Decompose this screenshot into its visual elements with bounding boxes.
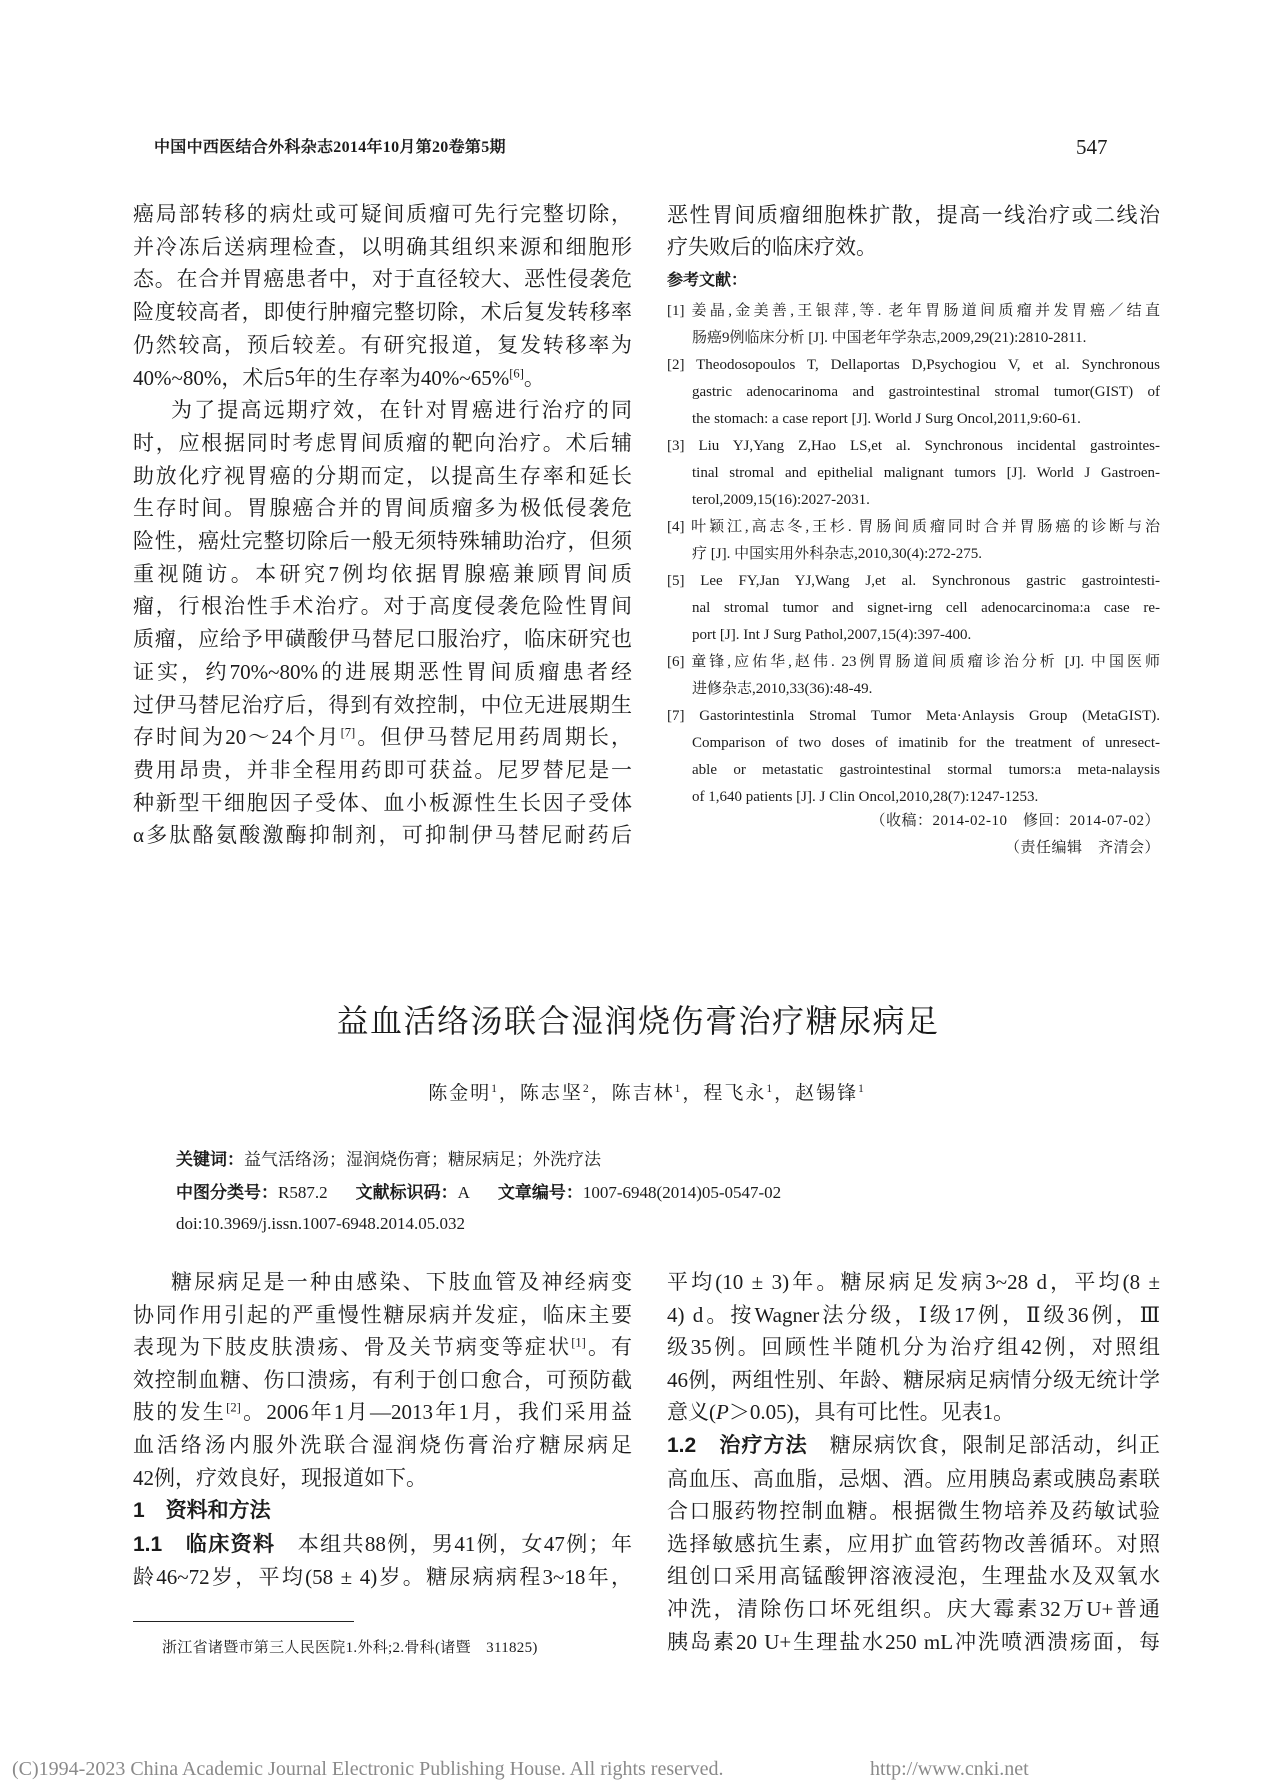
text-line: 种新型干细胞因子受体、血小板源性生长因子受体 [133,790,632,815]
text-line: 组创口采用高锰酸钾溶液浸泡，生理盐水及双氧水 [667,1564,1160,1589]
paragraph [667,1266,1160,1429]
text-line: terol,2009,15(16):2027-2031. [692,491,870,508]
journal-running-header: 中国中西医结合外科杂志2014年10月第20卷第5期 [154,139,506,156]
article-no-value: 1007-6948(2014)05-0547-02 [582,1183,782,1202]
text-line: of 1,640 patients [J]. J Clin Oncol,2010,28(7):1247-1253. [692,788,1039,805]
reference-entry [667,433,1160,514]
keywords-line [176,1148,601,1172]
article-right-column [667,1266,1160,1658]
citation-superscript: [6] [509,365,524,380]
text-line: 选择敏感抗生素，应用扩血管药物改善循环。对照 [667,1531,1160,1556]
reference-entry [667,352,1160,433]
text-line: 意义(P＞0.05)，具有可比性。见表1。 [667,1400,1015,1425]
section-label: 1.2 治疗方法 [667,1433,808,1457]
paragraph [667,1429,1160,1658]
paragraph [133,1528,632,1594]
cnki-url[interactable]: http://www.cnki.net [870,1758,1029,1780]
text-line: gastric adenocarinoma and gastrointestinal stromal tumor(GIST) of [692,383,1160,400]
text-line: 质瘤，应给予甲磺酸伊马替尼口服治疗，临床研究也 [133,627,632,652]
text-line: 1.1 临床资料 本组共88例，男41例，女47例；年 [133,1531,632,1556]
text-line: [6] 童锋,应佑华,赵伟. 23例胃肠道间质瘤诊治分析 [J]. 中国医师 [667,653,1160,670]
text-line: 冲洗，清除伤口坏死组织。庆大霉素32万U+普通 [667,1596,1160,1621]
article-title: 益血活络汤联合湿润烧伤膏治疗糖尿病足 [336,1003,940,1039]
citation-superscript: 1 [491,1083,499,1096]
text-line: 龄46~72岁，平均(58 ± 4)岁。糖尿病病程3~18年， [133,1565,632,1590]
references-list [667,298,1160,811]
text-line: [1] 姜晶,金美善,王银萍,等. 老年胃肠道间质瘤并发胃癌／结直 [667,302,1160,319]
citation-superscript: 2 [582,1083,591,1096]
footnote-divider [133,1621,354,1622]
text-line: 生存时间。胃腺癌合并的胃间质瘤多为极低侵袭危 [133,496,632,521]
text-line: 疗 [J]. 中国实用外科杂志,2010,30(4):272-275. [692,545,982,562]
text-line: 存时间为20～24个月[7]。但伊马替尼用药周期长， [133,725,632,750]
italic-symbol: P [716,1400,729,1425]
text-line: 并冷冻后送病理检查，以明确其组织来源和细胞形 [133,234,632,259]
text-line: 态。在合并胃癌患者中，对于直径较大、恶性侵袭危 [133,267,632,292]
section-label: 1 资料和方法 [133,1499,271,1523]
text-line: able or metastatic gastrointestinal stormal tumors:a meta-nalaysis [692,761,1160,778]
text-line: 肠癌9例临床分析 [J]. 中国老年学杂志,2009,29(21):2810-2811. [692,329,1087,346]
classification-line [176,1181,781,1205]
paragraph [133,394,632,852]
text-line: 胰岛素20 U+生理盐水250 mL冲洗喷洒溃疡面，每 [667,1629,1160,1654]
text-line: 平均(10 ± 3)年。糖尿病足发病3~28 d，平均(8 ± [667,1270,1160,1294]
text-line: port [J]. Int J Surg Pathol,2007,15(4):397-400. [692,626,972,643]
text-line: 费用昂贵，并非全程用药即可获益。尼罗替尼是一 [133,757,632,782]
text-line: 重视随访。本研究7例均依据胃腺癌兼顾胃间质 [133,561,632,586]
text-line: tinal stromal and epithelial malignant tumors [J]. World J Gastroen- [692,464,1160,481]
responsible-editor: （责任编辑 齐清会） [1004,840,1160,856]
text-line: 1.2 治疗方法 糖尿病饮食，限制足部活动，纠正 [667,1432,1161,1457]
text-line: 效控制血糖、伤口溃疡，有利于创口愈合，可预防截 [133,1367,632,1392]
text-line: [7] Gastorintestinla Stromal Tumor Meta·Anlaysis Group (MetaGIST). [667,707,1160,724]
doc-code-label: 文献标识码： [355,1183,458,1202]
text-line: 疗失败后的临床疗效。 [667,235,877,259]
reference-entry [667,568,1160,649]
paragraph [133,198,632,394]
keywords-label: 关键词： [176,1150,244,1169]
text-line: 过伊马替尼治疗后，得到有效控制，中位无进展期生 [133,692,632,717]
text-line: 为了提高远期疗效，在针对胃癌进行治疗的同 [171,398,632,423]
text-line: 合口服药物控制血糖。根据微生物培养及药敏试验 [667,1499,1160,1524]
text-line: 时，应根据同时考虑胃间质瘤的靶向治疗。术后辅 [133,430,632,455]
doi: doi:10.3969/j.issn.1007-6948.2014.05.032 [176,1214,466,1233]
page-number: 547 [1076,135,1108,159]
clc-label: 中图分类号： [176,1183,278,1202]
text-line: [5] Lee FY,Jan YJ,Wang J,et al. Synchronous gastric gastrointesti- [667,572,1160,589]
text-line: 血活络汤内服外洗联合湿润烧伤膏治疗糖尿病足 [133,1432,632,1457]
reference-entry [667,703,1160,811]
text-line: 证实，约70%~80%的进展期恶性胃间质瘤患者经 [133,659,632,684]
citation-superscript: [1] [571,1335,586,1350]
citation-superscript: 1 [674,1083,683,1096]
author-affiliation-footnote: 浙江省诸暨市第三人民医院1.外科;2.骨科(诸暨 311825) [162,1640,538,1656]
text-line: α多肽酪氨酸激酶抑制剂，可抑制伊马替尼耐药后 [133,823,632,848]
text-line: 险度较高者，即使行肿瘤完整切除，术后复发转移率 [133,300,632,325]
paragraph [133,1266,632,1494]
clc-value: R587.2 [278,1183,328,1202]
received-revised-dates: （收稿：2014-02-10 修回：2014-07-02） [870,813,1160,829]
text-line: 糖尿病足是一种由感染、下肢血管及神经病变 [171,1270,632,1294]
text-line: nal stromal tumor and signet-irng cell adenocarcinoma:a case re- [692,599,1160,616]
text-line: 仍然较高，预后较差。有研究报道，复发转移率为 [133,332,632,357]
text-line: 助放化疗视胃癌的分期而定，以提高生存率和延长 [133,463,632,488]
text-line: 级35例。回顾性半随机分为治疗组42例，对照组 [667,1335,1160,1360]
text-line: 进修杂志,2010,33(36):48-49. [692,680,873,697]
article-no-label: 文章编号： [497,1183,583,1202]
section-label: 1.1 临床资料 [133,1532,276,1556]
reference-entry [667,298,1160,352]
prev-article-right-column [667,199,1160,263]
copyright-notice: (C)1994-2023 China Academic Journal Electronic Publishing House. All rights reserved. [12,1758,724,1780]
text-line: the stomach: a case report [J]. World J Surg Oncol,2011,9:60-61. [692,410,1081,427]
text-line: 瘤，行根治性手术治疗。对于高度侵袭危险性胃间 [133,594,632,619]
text-line: Comparison of two doses of imatinib for the treatment of unresect- [692,734,1160,751]
article-left-column [133,1266,632,1594]
text-line [133,1494,632,1528]
citation-superscript: [7] [340,725,356,740]
author-list: 陈金明$^1$，陈志坚$^2$，陈吉林$^1$，程飞永$^1$，赵锡锋$^1$ [428,1083,866,1104]
text-line: 高血压、高血脂，忌烟、酒。应用胰岛素或胰岛素联 [667,1466,1160,1491]
text-line: [4] 叶颖江,高志冬,王杉. 胃肠间质瘤同时合并胃肠癌的诊断与治 [667,518,1160,535]
paragraph [667,199,1160,263]
citation-superscript: [2] [226,1400,241,1415]
text-line: [2] Theodosopoulos T, Dellaportas D,Psychogiou V, et al. Synchronous [667,356,1160,373]
text-line: 癌局部转移的病灶或可疑间质瘤可先行完整切除， [133,202,632,226]
citation-superscript: 1 [766,1083,775,1096]
reference-entry [667,514,1160,568]
text-line: 4) d。按Wagner法分级，Ⅰ级17例，Ⅱ级36例，Ⅲ [667,1302,1160,1327]
text-line: 40%~80%，术后5年的生存率为40%~65%[6]。 [133,365,545,390]
text-line: 险性，癌灶完整切除后一般无须特殊辅助治疗，但须 [133,529,632,554]
text-line: 42例，疗效良好，现报道如下。 [133,1465,427,1490]
doc-code-value: A [457,1183,470,1202]
citation-superscript: 1 [858,1083,866,1096]
text-line: 表现为下肢皮肤溃疡、骨及关节病变等症状[1]。有 [133,1335,632,1360]
prev-article-left-column [133,198,632,852]
text-line: 恶性胃间质瘤细胞株扩散，提高一线治疗或二线治 [667,203,1160,227]
text-line: 46例，两组性别、年龄、糖尿病足病情分级无统计学 [667,1367,1160,1392]
text-line: 肢的发生[2]。2006年1月—2013年1月，我们采用益 [133,1400,633,1425]
keywords-value: 益气活络汤；湿润烧伤膏；糖尿病足；外洗疗法 [244,1150,601,1169]
reference-entry [667,649,1160,703]
paragraph [133,1494,632,1528]
text-line: 协同作用引起的严重慢性糖尿病并发症，临床主要 [133,1302,632,1327]
text-line: [3] Liu YJ,Yang Z,Hao LS,et al. Synchronous incidental gastrointes- [667,437,1160,454]
references-heading: 参考文献： [667,272,748,289]
